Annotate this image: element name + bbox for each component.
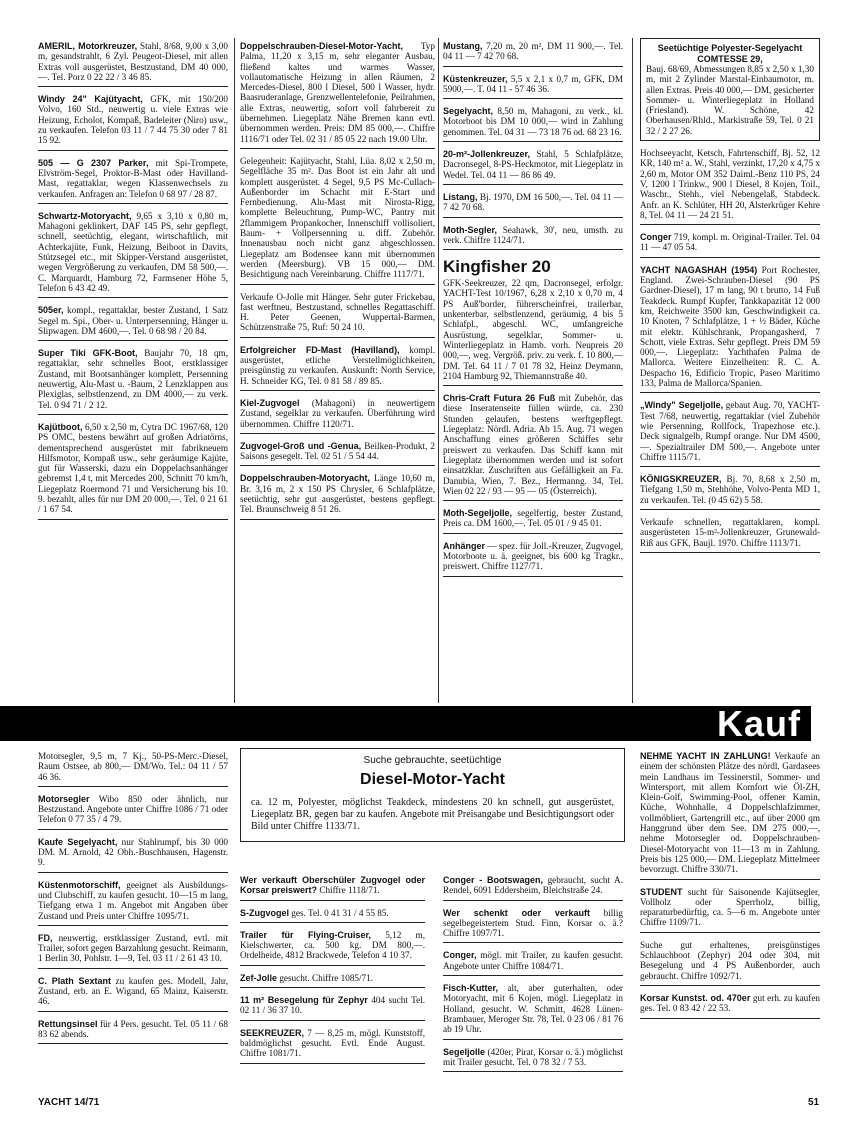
ad-headline: „Windy" Segeljolle, xyxy=(640,400,724,411)
ad-headline: 505 — G 2307 Parker, xyxy=(38,157,149,168)
ad-headline: Küstenmotorschiff, xyxy=(38,879,121,890)
classified-ad xyxy=(443,146,623,185)
classified-ad xyxy=(240,289,435,338)
ad-text: nur Stahlrumpf, bis 30 000 DM. M. Arnold, 42 Obh.-Buschhausen, Hagenstr. 9. xyxy=(38,836,229,868)
ad-headline: Chris-Craft Futura 26 Fuß xyxy=(443,393,556,404)
ad-headline: Doppelschrauben-Diesel-Motor-Yacht, xyxy=(240,41,404,51)
classified-ad xyxy=(443,390,623,501)
classified-ad xyxy=(640,471,820,510)
classified-ad xyxy=(38,345,228,415)
top-col-3 xyxy=(443,38,623,581)
ad-text: Motorsegler, 9,5 m, 7 Kj., 50-PS-Merc.-Diesel, Raum Ostsee, ab 800,— DM/Wo. Tel.: 04 11 / 57 46 36. xyxy=(38,751,228,782)
ad-headline: Conger xyxy=(640,232,672,243)
ad-text: Verkaufe O-Jolle mit Hänger. Sehr guter Frickebau, fast werftneu, Bestzustand, schnelles Regattaschiff. H. Peter Geenen, Wuppertal-Barmen, Schützenstraße 75, Ruf: 50 24 10. xyxy=(240,291,435,333)
ad-text: Stahl, 8/68, 9,00 x 3,00 m, gesandstrahlt, 6 Zyl. Peugeot-Diesel, mit allen Extras voll ausgerüstet, Bestzustand, DM 40 000,—. Tel. Porz 0 22 22 / 3 46 85. xyxy=(38,41,228,82)
ad-headline: Küstenkreuzer, xyxy=(443,73,508,84)
classified-ad xyxy=(443,872,623,901)
classified-ad xyxy=(640,990,820,1019)
kingfisher-text: GFK-Seekreuzer, 22 qm, Dacronsegel, erfolgr. YACHT-Test 10/1967, 6,28 x 2,10 x 0,70 m, 4 PS Auß'border, führerscheinfrei, trailerbar, unkenterbar, selbstlenzend, geräumig, 4 bis 5 Schlafpl., abgeschl. WC, umfangreiche Ausrüstung, segelklar, Sommer- u. Winterliegeplatz in Hamb. vorh. Neupreis 20 000,—, weg. Vergröß. priv. zu verk. f. 10 800,— DM. Tel. 64 11 / 7 01 78 32, Heinz Deymann, 2104 Hamburg 92, Thiemannstraße 40. xyxy=(443,278,623,381)
ad-headline: KÖNIGSKREUZER, xyxy=(640,474,722,485)
classified-ad xyxy=(240,395,435,434)
classified-ad xyxy=(38,155,228,204)
ad-headline: Kaufe Segelyacht, xyxy=(38,836,118,847)
ad-headline: 505er, xyxy=(38,305,64,316)
classified-ad xyxy=(640,229,820,258)
ad-text: Gelegenheit: Kajütyacht, Stahl, Lüa. 8,02 x 2,50 m, Segelfläche 35 m². Das Boot ist ein Jahr alt und komplett ausgerüstet. 4 Segel, 9,5 PS Mc-Cullach-Außenborder im Schacht mit E-Start und Fernbedienung. Alu-Mast mit Nirosta-Rigg, komplette Beleuchtung, Pump-WC, Pantry mit 2flammigem Propankocher, Innenschiff vollisoliert, Baum- + Vollpersenning u. diff. Zubehör. Innenausbau noch nicht ganz abgeschlossen. Liegeplatz am Bodensee kann mit übernommen werden (Meersburg). VB 15 000,— DM. Besichtigung nach Vereinbarung. Chiffre 1117/71. xyxy=(240,155,435,280)
ad-text: Beilken-Produkt, 2 Saisons gesegelt. Tel. 02 51 / 5 54 44. xyxy=(240,440,435,462)
ad-text: 7,20 m, 20 m², DM 11 900,—. Tel. 04 11 — 7 42 70 68. xyxy=(443,41,623,62)
ad-headline: Moth-Segler, xyxy=(443,224,498,235)
ad-text: neuwertig, erstklassiger Zustand, evtl. mit Trailer, sofort gegen Barzahlung gesucht. Reimann, 1 Berlin 30, Pohlstr. 1—9, Tel. 03 11 / 2 61 43 10. xyxy=(38,932,228,964)
classified-ad xyxy=(38,208,228,298)
diesel-yacht-ad xyxy=(240,748,625,842)
ad-headline: Listang, xyxy=(443,191,478,202)
classified-ad xyxy=(443,38,623,67)
ad-headline: Zugvogel-Groß und -Genua, xyxy=(240,440,362,451)
classified-ad xyxy=(240,905,425,923)
ad-headline: SEEKREUZER, xyxy=(240,1027,305,1038)
ad-headline: FD, xyxy=(38,932,53,943)
classified-ad xyxy=(240,992,425,1021)
ad-text: ges. Tel. 0 41 31 / 4 55 85. xyxy=(289,907,389,918)
ad-text: Verkaufe schnellen, regattaklaren, kompl. ausgerüsteten 15-m²-Jollenkreuzer, Grunewald-Riß aus GFK, Baujl. 1970. Chiffre 1113/71. xyxy=(640,516,820,548)
ad-headline: Conger - Bootswagen, xyxy=(443,875,544,885)
col4-ads xyxy=(640,145,820,553)
classified-ad xyxy=(443,1044,623,1073)
comtesse-ad xyxy=(640,38,820,141)
ad-headline: Super Tiki GFK-Boot, xyxy=(38,348,138,359)
ad-headline: Conger, xyxy=(443,950,477,961)
classified-ad xyxy=(443,980,623,1039)
ad-headline: AMERIL, Motorkreuzer, xyxy=(38,41,138,51)
classified-ad xyxy=(240,342,435,391)
ad-headline: Mustang, xyxy=(443,41,483,51)
ad-headline: Zef-Jolle xyxy=(240,972,278,983)
big-ad-lead: Suche gebrauchte, seetüchtige xyxy=(363,755,502,766)
classified-ad xyxy=(443,947,623,976)
ad-headline: Motorsegler xyxy=(38,793,90,804)
bottom-col-1 xyxy=(38,748,228,1048)
ad-text: Hochseeyacht, Ketsch, Fahrtenschiff, Bj. 52, 12 KR, 140 m² a. W., Stahl, verzinkt, 17,20 x 4,75 x 2,60 m, Motor OM 352 Daiml.-Benz 110 PS, 24 V, 1200 l Trinkw., 900 l Diesel, 8 Kojen, Toil., Waschr., Stehh., viel Nebengelaß, Stabdeck. Anfr. an K. Schlüter, HH 20, Alsterkrüger Kehre 8, Tel. 04 11 — 24 21 51. xyxy=(640,148,820,220)
ad-headline: Kiel-Zugvogel xyxy=(240,397,300,408)
ad-text: alt, aber guterhalten, oder Motoryacht, mit 6 Kojen, mögl. Liegeplatz in Holland, gesucht. W. Schmitt, 4628 Lünen-Brambauer, Meroger Str. 78, Tel. 0 23 06 / 81 76 ab 19 Uhr. xyxy=(443,983,623,1035)
ad-text: 404 sucht Tel. 02 11 / 36 37 10. xyxy=(240,995,426,1016)
classified-ad xyxy=(443,189,623,218)
top-col-2 xyxy=(240,38,435,524)
footer-left: YACHT 14/71 xyxy=(38,1097,100,1108)
kingfisher-ad xyxy=(443,254,623,386)
ad-headline: Wer verkauft Oberschüler Zugvogel oder Korsar preiswert? xyxy=(240,875,425,896)
ad-text: (420er, Pirat, Korsar o. ä.) möglichst mit Trailer gesucht. Tel. 0 78 32 / 7 53. xyxy=(443,1046,623,1067)
ad-text: geeignet als Ausbildungs- und Clubschiff, zu kaufen gesucht. 10—15 m lang, Tiefgang etwa 1 m. Angebot mit Angaben über Zustand und Preis unter Chiffre 1095/71. xyxy=(38,879,228,921)
ad-headline: Windy 24" Kajütyacht, xyxy=(38,94,143,105)
ad-text: Stahl, 5 Schlafplätze, Dacronsegel, 8-PS-Heckmotor, mit Liegeplatz in Wedel. Tel. 04 11 — 86 86 49. xyxy=(443,149,623,180)
ad-text: für 4 Pers. gesucht. Tel. 05 11 / 68 83 62 abends. xyxy=(38,1018,228,1039)
ad-text: gesucht. Chiffre 1085/71. xyxy=(277,972,374,983)
ad-headline: Schwartz-Motoryacht, xyxy=(38,210,132,221)
ad-text: billig segelbegeistertem Stud. Finn, Korsar o. ä.? Chiffre 1097/71. xyxy=(443,907,624,939)
comtesse-text: Bauj. 68/69, Abmessungen 8,85 x 2,50 x 1,30 m, mit 2 Zylinder Marstal-Einbaumotor, m. allen Extras. Preis 40 000,— DM, gesicherter Sommer- u. Winterliegeplatz in Holland (Friesland). W. Schöne, 42 Oberhausen/Rhld., Markistraße 59, Tel. 0 21 32 / 2 27 26. xyxy=(646,64,814,136)
classified-ad xyxy=(38,877,228,926)
ad-text: Typ Palma, 11,20 x 3,15 m, sehr eleganter Ausbau, fließend kaltes und warmes Wasser, vollautomatische Heizung in allen Räumen, 2 Mercedes-Diesel, 800 l Diesel, 500 l Wasser, hydr. Baasruderanlage, Grenzwellentelefonie, Peilrahmen, alle Extras, neuwertig, sofort voll fahrbereit zu übernehmen. Liegeplatz Nähe Bremen kann evtl. übernommen werden. Preis: DM 85 000,—. Chiffre 1116/71 oder Tel. 02 31 / 85 05 22 nach 19.00 Uhr. xyxy=(240,41,435,144)
ad-text: 5,12 m, Kielschwerter, ca. 500 kg. DM 800,—. Ordelheide, 4812 Brackwede, Telefon 4 10 37. xyxy=(240,929,425,961)
ad-headline: 11 m² Besegelung für Zephyr xyxy=(240,995,368,1006)
ad-text: GFK, mit 150/200 Volvo, 160 Std., neuwertig u. viele Extras wie Heizung, Echolot, Kompaß, Badeleiter (Niro) usw., zu verkaufen. Telefon 03 11 / 7 44 75 30 oder 7 81 15 92. xyxy=(38,94,228,146)
classified-ad xyxy=(640,262,820,394)
classified-ad xyxy=(240,872,425,901)
classified-ad xyxy=(38,973,228,1012)
ad-headline: 20-m²-Jollenkreuzer, xyxy=(443,149,531,160)
ad-headline: Korsar Kunstst. od. 470er xyxy=(640,992,751,1003)
ad-text: Chiffre 1118/71. xyxy=(317,885,380,896)
ad-headline: Wer schenkt oder verkauft xyxy=(443,907,590,918)
ad-text: 5,5 x 2,1 x 0,7 m, GFK, DM 5900,—. T. 04 11 - 57 46 36. xyxy=(443,73,623,94)
ad-text: Länge 10,60 m, Br. 3,16 m, 2 x 150 PS Chrysler, 6 Schlafplätze, seetüchtig, sehr gut ausgerüstet, bestens gepflegt. Tel. Braunschweig 8 51 26. xyxy=(240,473,435,515)
classified-ad xyxy=(443,505,623,534)
ad-text: 8,50 m, Mahagoni, zu verk., kl. Motorboot bis DM 10 000,— wird in Zahlung genommen. Tel. 04 31 — 73 18 76 od. 68 23 16. xyxy=(443,106,623,137)
classified-ad xyxy=(443,222,623,251)
ad-text: Bj. 1970, DM 16 500,—. Tel. 04 11 — 7 42 70 68. xyxy=(443,191,623,213)
classified-ad xyxy=(38,302,228,341)
classified-ad xyxy=(443,538,623,577)
ad-headline: Anhänger xyxy=(443,540,486,551)
classified-ad xyxy=(443,71,623,100)
column-rule xyxy=(438,38,439,703)
classified-ad xyxy=(443,905,623,944)
ad-text: Suche gut erhaltenes, preisgünstiges Schlauchboot (Zephyr) 204 oder 304, mit Besegelung und 4 PS Außenborder, auch gebraucht. Chiffre 1092/71. xyxy=(640,939,820,981)
ad-text: zu kaufen ges. Modell, Jahr, Zustand, erb. an E. Wigand, 65 Mainz, Kaiserstr. 46. xyxy=(38,975,229,1007)
classified-ad xyxy=(240,153,435,285)
classified-ad xyxy=(38,748,228,787)
classified-ad xyxy=(240,970,425,988)
ad-text: 719, kompl. m. Original-Trailer. Tel. 04 11 — 47 05 54. xyxy=(640,232,820,253)
ad-text: Seahawk, 30', neu, umsth. zu verk. Chiffre 1124/71. xyxy=(443,224,623,245)
classified-ad xyxy=(640,397,820,467)
ad-text: gebaut Aug. 70, YACHT-Test 7/68, neuwertig, regattaklar (viel Zubehör wie Persenning, Rollfock, Trapezhose etc.). Deck signalgelb, Rumpf orange. Nur DM 4500,—. Spezialtrailer DM 500,—. Angebote unter Chiffre 1115/71. xyxy=(640,400,820,462)
page-number: 51 xyxy=(808,1097,820,1108)
classified-ad xyxy=(443,103,623,142)
ad-headline: Trailer für Flying-Cruiser, xyxy=(240,929,371,940)
ad-text: mit Spi-Trompete, Elvström-Segel, Proktor-B-Mast oder Havilland-Mast, regattaklar, wegen Klassenwechsels zu verkaufen. Anfragen an: Telefon 0 68 97 / 28 87. xyxy=(38,157,228,199)
bottom-col-3 xyxy=(443,872,623,1076)
comtesse-head: Seetüchtige Polyester-Segelyacht COMTESSE 29, xyxy=(657,43,803,64)
ad-headline: Kajütboot, xyxy=(38,421,83,432)
classified-ad xyxy=(640,514,820,553)
ad-text: 6,50 x 2,50 m, Cytra DC 1967/68, 120 PS OMC, bestens bewährt auf großen Adriatörns, dementsprechend ausgerüstet mit fabrikneuem Hilfsmotor, Kompaß usw., sehr geräumige Kajüte, gut für Wasserski, dazu ein Doppelachsanhänger gebremst 1,4 t, mit Mercedes 200, Schnitt 70 km/h, Liegeplatz Roermond 71 und Versicherung bis 10. 9. bezahlt, alles für nur DM 20 000,—. Tel. 0 21 61 / 1 67 54. xyxy=(38,421,228,515)
ad-text: kompl. ausgerüstet, etliche Verstellmöglichkeiten, preisgünstig zu verkaufen. Auskunft: North Service, H. Schneider KG, Tel. 0 81 58 / 89 85. xyxy=(240,344,435,386)
top-col-1 xyxy=(38,38,228,524)
classified-ad xyxy=(240,438,435,467)
classified-ad xyxy=(640,748,820,880)
bottom-col-2 xyxy=(240,872,425,1068)
column-rule xyxy=(632,38,633,703)
classified-ad xyxy=(38,834,228,873)
ad-text: mögl. mit Trailer, zu kaufen gesucht. Angebote unter Chiffre 1084/71. xyxy=(443,950,623,971)
ad-text: Bj. 70, 8,68 x 2,50 m, Tiefgang 1,50 m, Stehhöhe, Volvo-Penta MD 1, zu verkaufen. Tel. (0 45 62) 5 58. xyxy=(640,474,820,505)
classified-ad xyxy=(38,1016,228,1045)
ad-headline: YACHT NAGASHAH (1954) xyxy=(640,264,758,275)
classified-ad xyxy=(38,419,228,520)
ad-text: kompl., regattaklar, bester Zustand, 1 Satz Segel m. Spi., Ober- u. Unterpersenning, Hänger u. Slipwagen. DM 4600,—. Tel. 0 68 98 / 20 84. xyxy=(38,305,228,336)
kauf-banner xyxy=(0,703,811,744)
ad-headline: Segelyacht, xyxy=(443,106,494,117)
ad-headline: S-Zugvogel xyxy=(240,907,289,918)
kingfisher-title: Kingfisher 20 xyxy=(443,257,551,277)
ad-text: — spez. für Joll.-Kreuzer, Zugvogel, Motorboote u. ä. geeignet, bis 600 kg Tragkr., preiswert. Chiffre 1127/71. xyxy=(443,540,623,572)
classified-ad xyxy=(640,937,820,986)
top-col-4 xyxy=(640,38,820,557)
ad-text: 7 — 8,25 m, mögl. Kunststoff, baldmöglichst gesucht. Evtl. Ende August. Chiffre 1081/71. xyxy=(240,1027,425,1059)
ad-text: gut erh. zu kaufen ges. Tel. 0 83 42 / 22 53. xyxy=(640,992,820,1014)
ad-text: Wibo 850 oder ähnlich, nur Bestzustand. Angebote unter Chiffre 1086 / 71 oder Telefon 0 77 35 / 4 79. xyxy=(38,793,228,825)
column-rule xyxy=(234,38,235,703)
ad-headline: Rettungsinsel xyxy=(38,1018,98,1029)
ad-text: Baujahr 70, 18 qm, regattaklar, sehr schnelles Boot, erstklassiger Zustand, mit Bootsanhänger komplett, Persenning neuwertig, Alu-Mast u. -Baum, 2 Lenzklappen aus Plexiglas, selbstlenzend, zu DM 4000,— zu verk. Tel. 0 94 71 / 2 12. xyxy=(38,348,228,410)
ad-headline: STUDENT xyxy=(640,886,683,897)
ad-text: gebraucht, sucht A. Rendel, 6091 Eddersheim, Bleichstraße 24. xyxy=(443,875,623,896)
classified-ad xyxy=(240,470,435,519)
classified-ad xyxy=(38,38,228,87)
ad-headline: Fisch-Kutter, xyxy=(443,983,499,994)
col3-ads-b xyxy=(443,390,623,576)
ad-text: Verkaufe an einem der schönsten Plätze des nördl. Gardasees mein Landhaus im Tessinerstil, Sommer- und Wintersport, mit allem Komfort wie Öl-ZH, Klein-Golf, Swimming-Pool, offener Kamin, Küche, Wohnhalle, 4 Doppelschlafzimmer, vollmöbliert, Gartengrill etc., auf über 2000 qm Hanggrund über dem See. DM 275 000,—, nehme Motorsegler od. Doppelschrauben-Diesel-Motoryacht von 11—13 m in Zahlung. Preis bis 125 000,— DM. Liegeplatz Mittelmeer bevorzugt. Chiffre 330/71. xyxy=(640,751,820,875)
classified-ad xyxy=(38,930,228,969)
ad-text: (Mahagoni) in neuwertigem Zustand, segelklar zu verkaufen. Überführung wird übernommen. Chiffre 1120/71. xyxy=(240,397,435,429)
ad-headline: Doppelschrauben-Motoryacht, xyxy=(240,473,371,484)
ad-headline: Moth-Segeljolle, xyxy=(443,508,513,519)
ad-text: Port Rochester, England. Zwei-Schrauben-Diesel (90 PS Gardner-Diesel), 17 m lang, 90 t brutto, 14 Fuß Teakdeck. Rumpf Kupfer, Tankkapazität 12 000 km, Reichweite 3500 km, Geschwindigkeit ca. 10 Knoten, 7 Schlafplätze, 1 + ½ Bäder, Küche mit elektr. Kühlschrank, Propangasherd, 7 Schott, viele Extras. Sehr gepflegt. Preis DM 59 000,—. Liegeplatz: Yachthafen Palma de Mallorca. Weitere Einzelheiten: R. C. A. Despacho 16, Edificio Tropic, Paseo Maritimo 133, Palma de Mallorca/Spanien. xyxy=(640,264,820,389)
big-ad-text: ca. 12 m, Polyester, möglichst Teakdeck, mindestens 20 kn schnell, gut ausgerüstet, Liegeplatz BR, gegen bar zu kaufen. Angebote mit Preisangabe und Besichtigungsort oder Bild unter Chiffre 1133/71. xyxy=(251,797,614,832)
col3-ads-a xyxy=(443,38,623,250)
classified-ad xyxy=(240,1025,425,1064)
classified-ad xyxy=(240,927,425,966)
ad-text: sucht für Saisonende Kajütsegler, Vollholz oder Sperrholz, billig, reparaturbedürftig, ca. 5—6 m. Angebote unter Chiffre 1109/71. xyxy=(640,886,820,928)
ad-text: segelfertig, bester Zustand, Preis ca. DM 1600,—. Tel. 05 01 / 9 45 01. xyxy=(443,508,623,529)
big-ad-title: Diesel-Motor-Yacht xyxy=(360,771,505,788)
ad-headline: C. Plath Sextant xyxy=(38,975,112,986)
classified-ad xyxy=(38,791,228,830)
classified-ad xyxy=(240,38,435,149)
classified-ad xyxy=(640,145,820,225)
ad-headline: Erfolgreicher FD-Mast (Havilland), xyxy=(240,344,400,355)
kauf-label: Kauf xyxy=(717,703,801,744)
classified-ad xyxy=(640,884,820,933)
classified-ad xyxy=(38,91,228,150)
bottom-col-4 xyxy=(640,748,820,1023)
ad-headline: NEHME YACHT IN ZAHLUNG! xyxy=(640,751,771,761)
ad-text: 9,65 x 3,10 x 0,80 m, Mahagoni geklinkert, DAF 145 PS, sehr gepflegt, schnell, seetüchtig, elegant, wirtschaftlich, mit Achterkajüte, Funk, Heizung, Beiboot in Davits, Stützsegel etc., mit Skipper-Verstand ausgerüstet, wegen Vergrößerung zu verkaufen, DM 58 500,—. C. Marquardt, Hamburg 72, Farmsener Höhe 5, Telefon 6 43 42 49. xyxy=(38,210,228,293)
ad-headline: Segeljolle xyxy=(443,1046,486,1057)
ad-text: mit Zubehör, das diese Inseratenseite füllen würde, ca. 230 Stunden gelaufen, bestens werftgepflegt. Liegeplatz: Nördl. Adria. Ab 15. Aug. 71 wegen Anschaffung eines größeren Schiffes sehr preiswert zu verkaufen. Das Schiff kann mit Liegeplatz übernommen werden und ist sofort einsatzklar. Zuschriften aus Gefälligkeit an Fa. Danubia, Wien, 7. Bez., Hermanng. 34, Tel. Wien 02 22 / 93 — 95 — 05 (Österreich). xyxy=(443,393,623,496)
